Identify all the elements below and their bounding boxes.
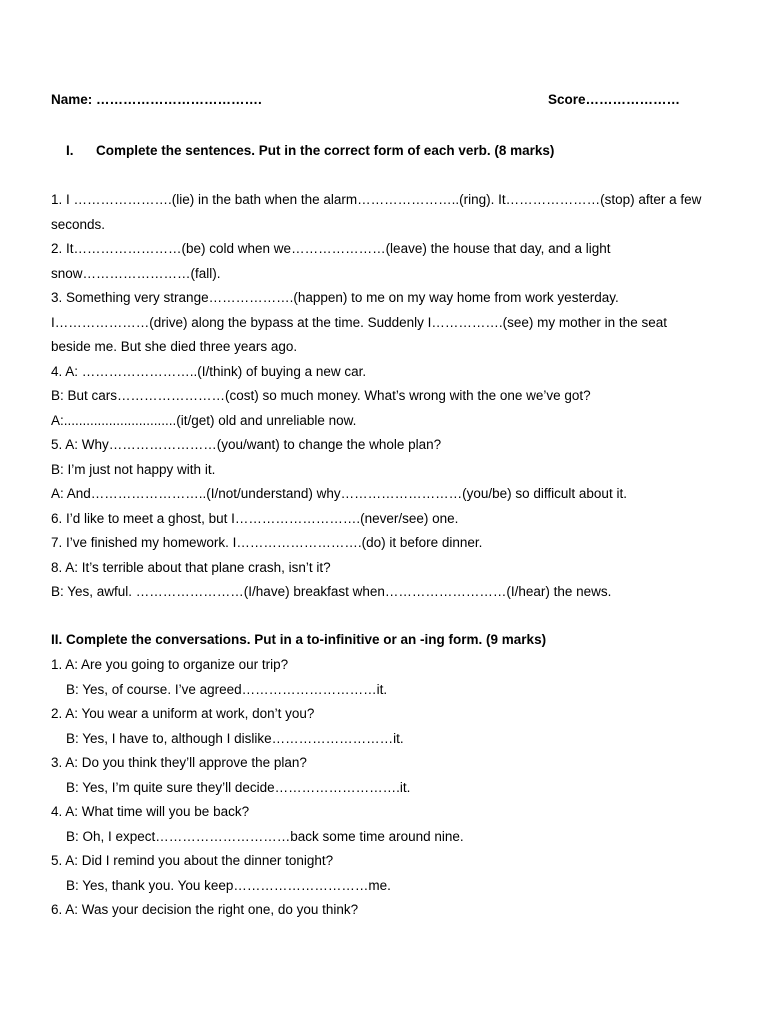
section-1-line: 1. I ………………….(lie) in the bath when the alarm…………………..(ring). It…………………(stop) after a few: [51, 192, 702, 207]
section-1-line: snow……………………(fall).: [51, 265, 221, 281]
section-1-heading: Complete the sentences. Put in the correct form of each verb. (8 marks): [96, 143, 555, 158]
section-2-line: B: Yes, I’m quite sure they’ll decide……………………….it.: [66, 779, 411, 795]
section-1-line: 5. A: Why……………………(you/want) to change the whole plan?: [51, 437, 442, 452]
section-2-line: 1. A: Are you going to organize our trip?: [51, 657, 289, 672]
section-2-line: 3. A: Do you think they’ll approve the plan?: [51, 755, 307, 770]
score-field: Score…………………: [548, 92, 681, 107]
section-2-line: B: Yes, I have to, although I dislike………………………it.: [66, 730, 404, 746]
section-2-line: 4. A: What time will you be back?: [51, 804, 250, 819]
section-1-body: [51, 188, 731, 605]
section-1-line: 7. I’ve finished my homework. I……………………….(do) it before dinner.: [51, 535, 483, 550]
section-1-line: 4. A: ……………………..(I/think) of buying a new car.: [51, 363, 367, 379]
section-2-line: B: Yes, of course. I’ve agreed…………………………it.: [66, 681, 388, 697]
section-1-line: 3. Something very strange……………….(happen) to me on my way home from work yesterday.: [51, 290, 619, 305]
section-1-number: I.: [66, 143, 74, 158]
section-1-line: 2. It……………………(be) cold when we…………………(leave) the house that day, and a light: [51, 241, 611, 256]
section-1-line: A:..............................(it/get) old and unreliable now.: [51, 412, 357, 428]
section-1-line: B: But cars……………………(cost) so much money. What’s wrong with the one we’ve got?: [51, 388, 591, 403]
section-1-line: B: I’m just not happy with it.: [51, 461, 216, 477]
section-2-line: B: Oh, I expect…………………………back some time around nine.: [66, 828, 464, 844]
worksheet-header: [51, 92, 731, 112]
section-2-body: [51, 653, 731, 923]
section-1-line: seconds.: [51, 216, 106, 232]
section-2-line: B: Yes, thank you. You keep…………………………me.: [66, 877, 391, 893]
section-1-line: beside me. But she died three years ago.: [51, 339, 298, 354]
section-2-line: 5. A: Did I remind you about the dinner tonight?: [51, 853, 334, 868]
section-1-line: 8. A: It’s terrible about that plane crash, isn’t it?: [51, 559, 331, 575]
section-1-line: B: Yes, awful. ……………………(I/have) breakfast when………………………(I/hear) the news.: [51, 584, 612, 599]
section-1-line: I…………………(drive) along the bypass at the time. Suddenly I…………….(see) my mother in the seat: [51, 314, 667, 330]
section-1-title: [66, 143, 554, 158]
section-2-line: 6. A: Was your decision the right one, do you think?: [51, 902, 359, 917]
name-field: Name: ……………………………….: [51, 92, 262, 107]
section-1-line: A: And……………………..(I/not/understand) why………………………(you/be) so difficult about it.: [51, 486, 627, 501]
section-2-title: II. Complete the conversations. Put in a to-infinitive or an -ing form. (9 marks): [51, 632, 547, 647]
section-1-line: 6. I’d like to meet a ghost, but I……………………….(never/see) one.: [51, 510, 459, 526]
section-2-line: 2. A: You wear a uniform at work, don’t you?: [51, 706, 315, 721]
